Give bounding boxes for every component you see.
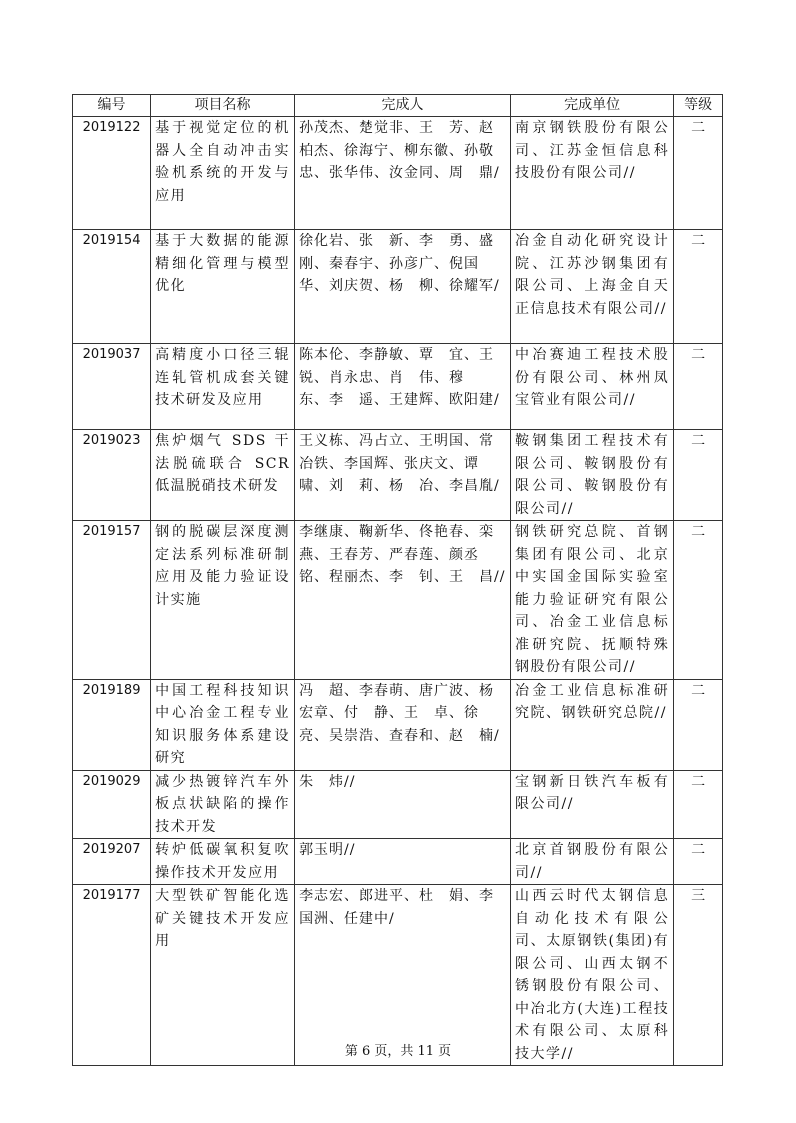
cell-id: 2019122 bbox=[73, 117, 151, 230]
cell-people: 朱 炜// bbox=[295, 770, 511, 839]
cell-project-name: 基于视觉定位的机器人全自动冲击实验机系统的开发与应用 bbox=[151, 117, 295, 230]
cell-grade: 二 bbox=[674, 839, 723, 885]
cell-people: 郭玉明// bbox=[295, 839, 511, 885]
header-id: 编号 bbox=[73, 95, 151, 117]
cell-project-name: 高精度小口径三辊连轧管机成套关键技术研发及应用 bbox=[151, 344, 295, 430]
cell-people: 冯 超、李春萌、唐广波、杨宏章、付 静、王 卓、徐 亮、吴崇浩、查春和、赵 楠/ bbox=[295, 679, 511, 770]
cell-id: 2019207 bbox=[73, 839, 151, 885]
table-row bbox=[73, 230, 723, 344]
cell-project-name: 钢的脱碳层深度测定法系列标准研制应用及能力验证设计实施 bbox=[151, 521, 295, 680]
cell-project-name: 焦炉烟气 SDS 干法脱硫联合 SCR 低温脱硝技术研发 bbox=[151, 430, 295, 521]
cell-people: 李志宏、郎进平、杜 娟、李国洲、任建中/ bbox=[295, 885, 511, 1066]
cell-people: 李继康、鞠新华、佟艳春、栾 燕、王春芳、严春莲、颜丞铭、程丽杰、李 钊、王 昌// bbox=[295, 521, 511, 680]
table-row bbox=[73, 521, 723, 680]
cell-people: 徐化岩、张 新、李 勇、盛 刚、秦春宇、孙彦广、倪国华、刘庆贺、杨 柳、徐耀军/ bbox=[295, 230, 511, 344]
table-row bbox=[73, 117, 723, 230]
cell-people: 王义栋、冯占立、王明国、常冶铁、李国辉、张庆文、谭 啸、刘 莉、杨 冶、李昌胤/ bbox=[295, 430, 511, 521]
cell-unit: 鞍钢集团工程技术有限公司、鞍钢股份有限公司、鞍钢股份有限公司// bbox=[511, 430, 674, 521]
table-row bbox=[73, 679, 723, 770]
cell-grade: 二 bbox=[674, 679, 723, 770]
cell-unit: 冶金工业信息标准研究院、钢铁研究总院// bbox=[511, 679, 674, 770]
cell-id: 2019177 bbox=[73, 885, 151, 1066]
cell-project-name: 基于大数据的能源精细化管理与模型优化 bbox=[151, 230, 295, 344]
header-people: 完成人 bbox=[295, 95, 511, 117]
table-row bbox=[73, 770, 723, 839]
cell-id: 2019189 bbox=[73, 679, 151, 770]
header-grade: 等级 bbox=[674, 95, 723, 117]
cell-project-name: 减少热镀锌汽车外板点状缺陷的操作技术开发 bbox=[151, 770, 295, 839]
cell-id: 2019157 bbox=[73, 521, 151, 680]
table-row bbox=[73, 885, 723, 1066]
header-project-name: 项目名称 bbox=[151, 95, 295, 117]
cell-grade: 三 bbox=[674, 885, 723, 1066]
cell-grade: 二 bbox=[674, 430, 723, 521]
cell-id: 2019029 bbox=[73, 770, 151, 839]
cell-unit: 山西云时代太钢信息自动化技术有限公司、太原钢铁(集团)有限公司、山西太钢不锈钢股份有限公司、中冶北方(大连)工程技术有限公司、太原科技大学// bbox=[511, 885, 674, 1066]
table-row bbox=[73, 839, 723, 885]
table-row bbox=[73, 430, 723, 521]
cell-grade: 二 bbox=[674, 230, 723, 344]
cell-project-name: 大型铁矿智能化选矿关键技术开发应用 bbox=[151, 885, 295, 1066]
cell-unit: 宝钢新日铁汽车板有限公司// bbox=[511, 770, 674, 839]
page-number-footer: 第 6 页，共 11 页 bbox=[344, 1044, 452, 1059]
cell-grade: 二 bbox=[674, 344, 723, 430]
awards-table bbox=[72, 94, 723, 1066]
table-header-row bbox=[73, 95, 723, 117]
header-unit: 完成单位 bbox=[511, 95, 674, 117]
cell-id: 2019023 bbox=[73, 430, 151, 521]
cell-id: 2019037 bbox=[73, 344, 151, 430]
cell-grade: 二 bbox=[674, 521, 723, 680]
cell-grade: 二 bbox=[674, 770, 723, 839]
cell-grade: 二 bbox=[674, 117, 723, 230]
cell-id: 2019154 bbox=[73, 230, 151, 344]
cell-people: 孙茂杰、楚觉非、王 芳、赵柏杰、徐海宁、柳东徽、孙敬忠、张华伟、汝金同、周 鼎/ bbox=[295, 117, 511, 230]
cell-unit: 冶金自动化研究设计院、江苏沙钢集团有限公司、上海金自天正信息技术有限公司// bbox=[511, 230, 674, 344]
cell-unit: 北京首钢股份有限公司// bbox=[511, 839, 674, 885]
table-row bbox=[73, 344, 723, 430]
cell-project-name: 转炉低碳氧积复吹操作技术开发应用 bbox=[151, 839, 295, 885]
cell-unit: 南京钢铁股份有限公司、江苏金恒信息科技股份有限公司// bbox=[511, 117, 674, 230]
cell-unit: 中冶赛迪工程技术股份有限公司、林州凤宝管业有限公司// bbox=[511, 344, 674, 430]
cell-unit: 钢铁研究总院、首钢集团有限公司、北京中实国金国际实验室能力验证研究有限公司、冶金工业信息标准研究院、抚顺特殊钢股份有限公司// bbox=[511, 521, 674, 680]
cell-people: 陈本伦、李静敏、覃 宜、王 锐、肖永忠、肖 伟、穆 东、李 遥、王建辉、欧阳建/ bbox=[295, 344, 511, 430]
cell-project-name: 中国工程科技知识中心冶金工程专业知识服务体系建设研究 bbox=[151, 679, 295, 770]
